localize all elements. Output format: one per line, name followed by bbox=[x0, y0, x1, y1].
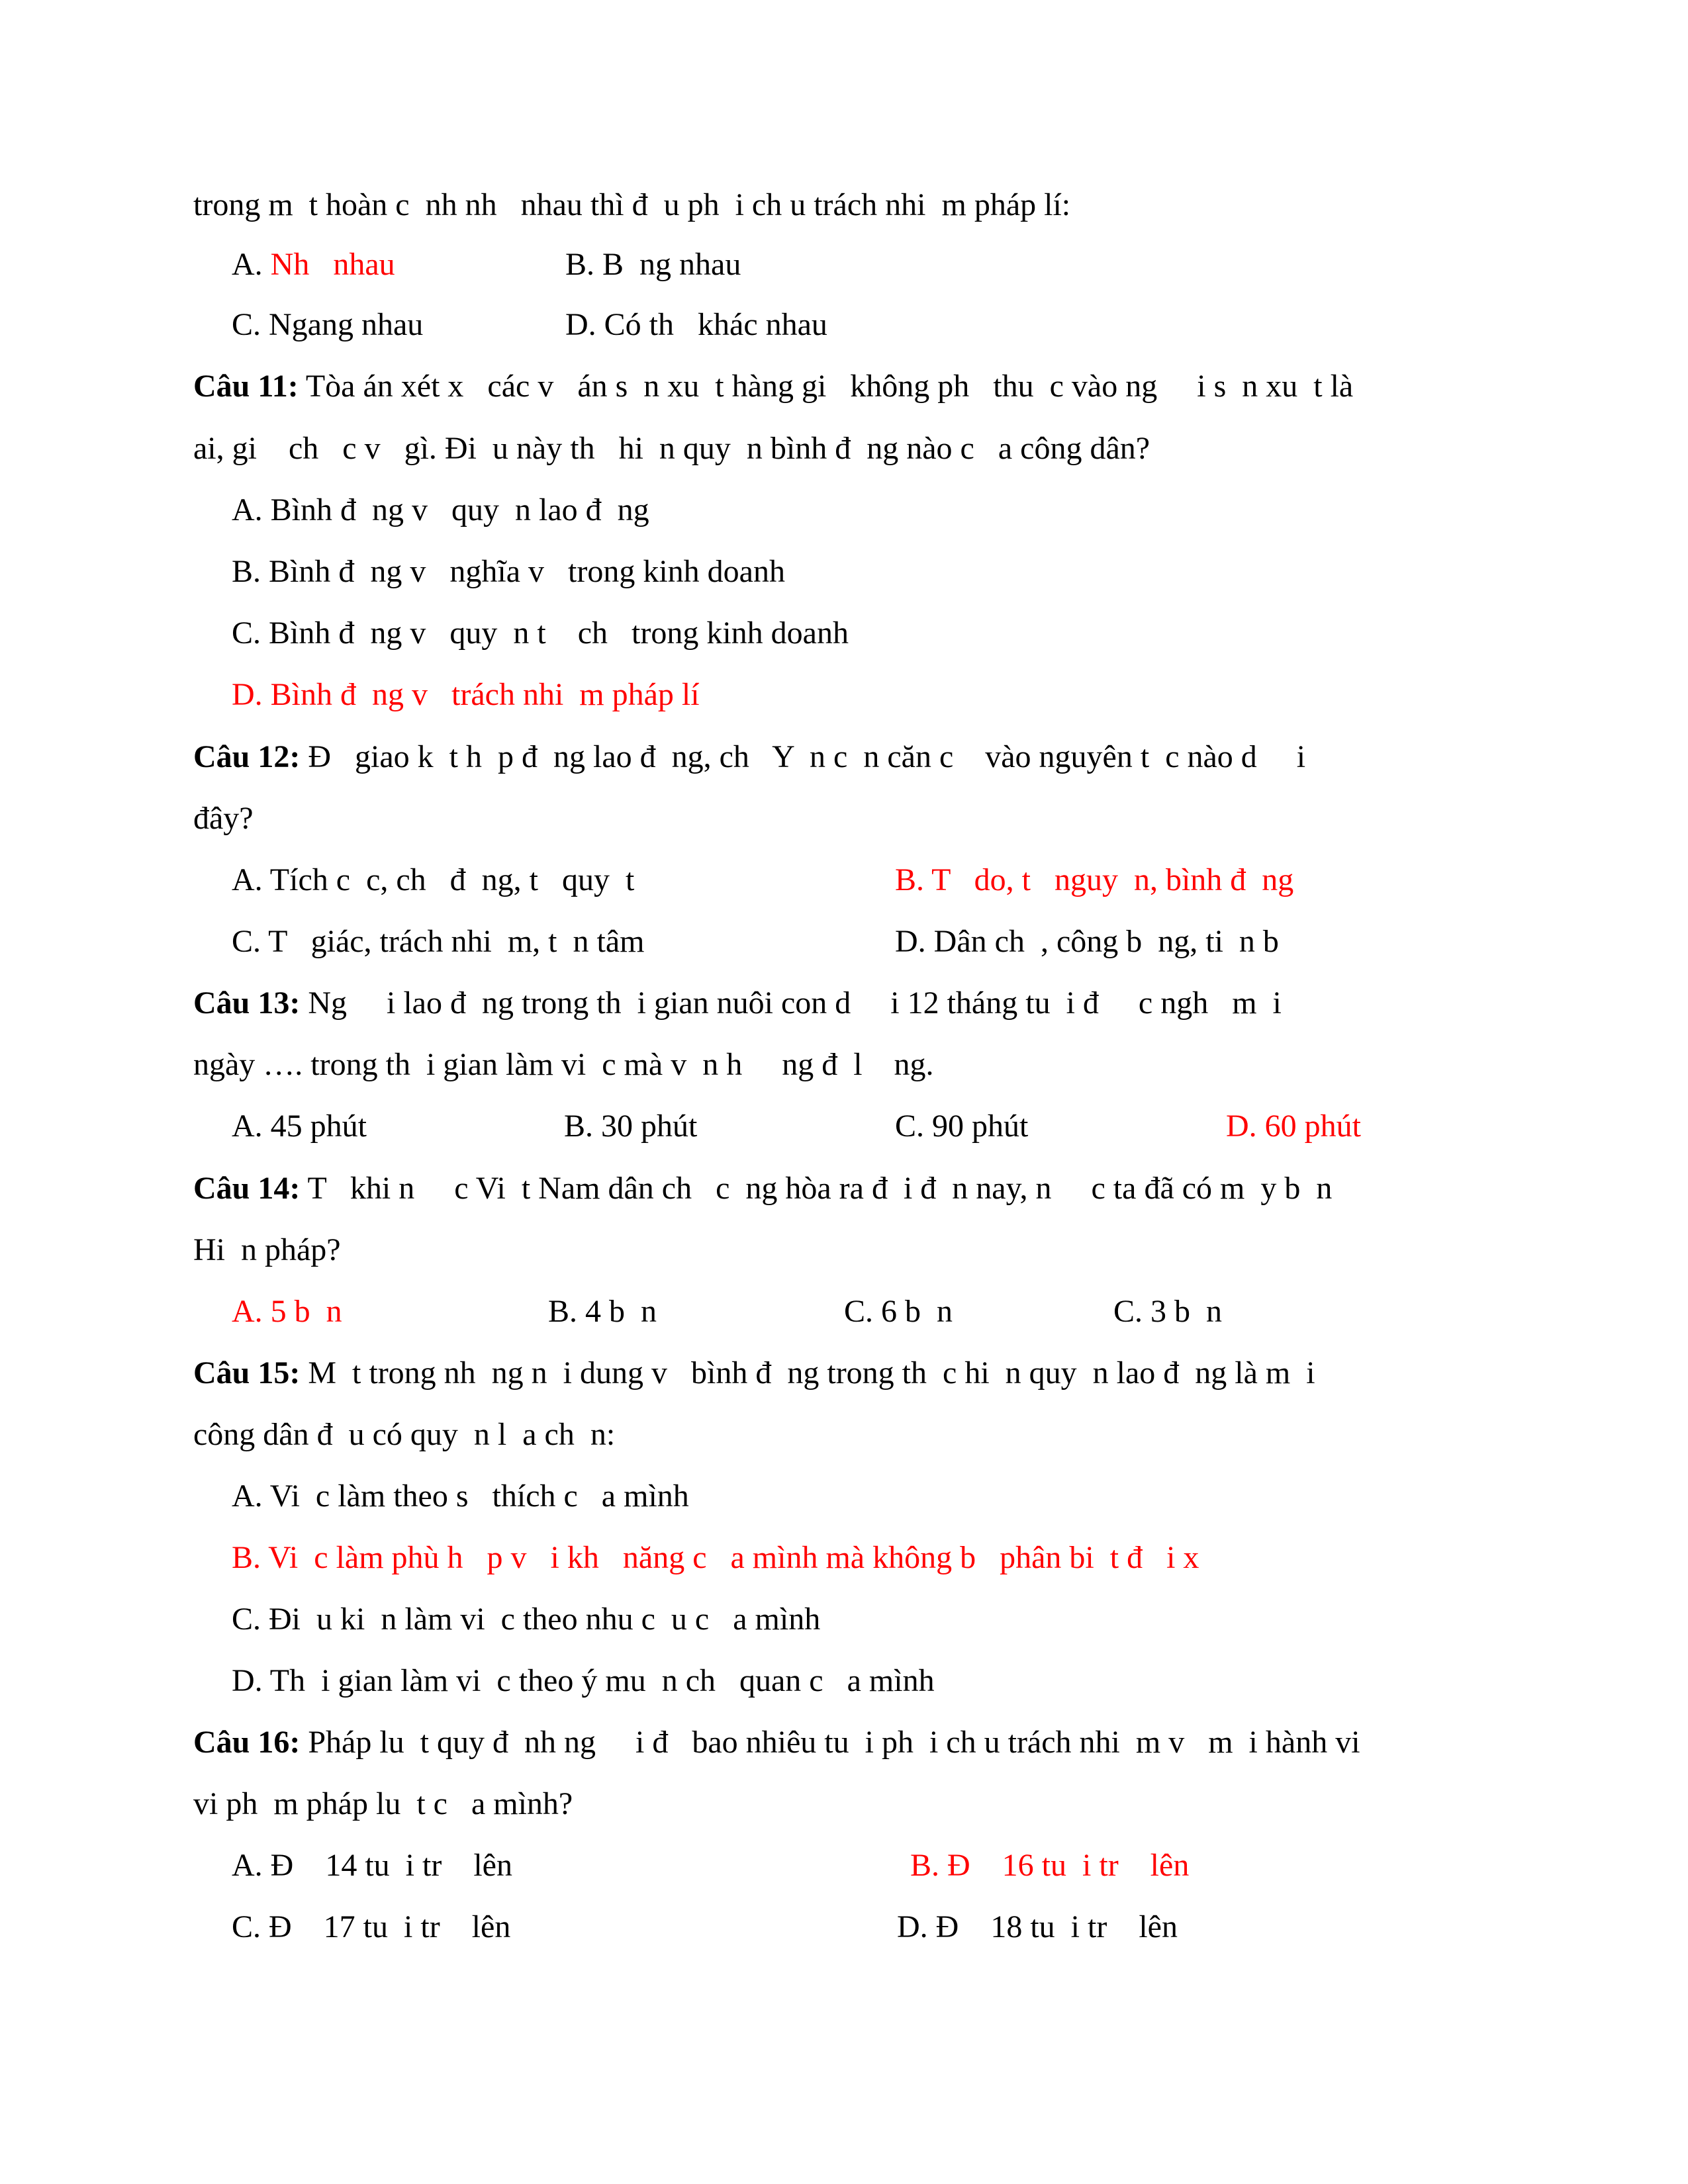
q11-option-b: B. Bình đ ng v nghĩa v trong kinh doanh bbox=[232, 554, 785, 589]
question-15-line-2: công dân đ u có quy n l a ch n: bbox=[193, 1417, 616, 1452]
q13-option-d-answer: D. 60 phút bbox=[1226, 1109, 1361, 1144]
q16-option-b-answer: B. Đ 16 tu i tr lên bbox=[910, 1848, 1190, 1883]
question-16-line-2: vi ph m pháp lu t c a mình? bbox=[193, 1786, 573, 1821]
q10-option-c: C. Ngang nhau bbox=[232, 307, 424, 342]
q14-option-a-answer: A. 5 b n bbox=[232, 1294, 342, 1329]
question-11: Câu 11: Tòa án xét x các v án s n xu t hàng gi không ph thu c vào ng i s n xu t là bbox=[193, 369, 1354, 404]
question-14: Câu 14: T khi n c Vi t Nam dân ch c ng hòa ra đ i đ n nay, n c ta đã có m y b n bbox=[193, 1171, 1333, 1206]
q10-option-d: D. Có th khác nhau bbox=[565, 307, 827, 342]
q14-option-b: B. 4 b n bbox=[548, 1294, 657, 1329]
q16-options-row-2 bbox=[0, 1909, 1688, 1946]
q10-options-row-2 bbox=[0, 306, 1688, 343]
question-15: Câu 15: M t trong nh ng n i dung v bình đ ng trong th c hi n quy n lao đ ng là m i bbox=[193, 1355, 1315, 1390]
q16-option-a: A. Đ 14 tu i tr lên bbox=[232, 1848, 512, 1883]
q12-option-d: D. Dân ch , công b ng, ti n b bbox=[895, 924, 1279, 959]
question-16: Câu 16: Pháp lu t quy đ nh ng i đ bao nhiêu tu i ph i ch u trách nhi m v m i hành vi bbox=[193, 1725, 1360, 1760]
q14-options-row bbox=[0, 1293, 1688, 1330]
q10-option-a: A. Nh nhau bbox=[232, 247, 395, 282]
question-12-line-2: đây? bbox=[193, 801, 254, 836]
q12-options-row-1 bbox=[0, 862, 1688, 899]
question-13-label: Câu 13: bbox=[193, 985, 301, 1021]
q15-option-c: C. Đi u ki n làm vi c theo nhu c u c a mình bbox=[232, 1602, 821, 1637]
q12-option-c: C. T giác, trách nhi m, t n tâm bbox=[232, 924, 645, 959]
q15-option-d: D. Th i gian làm vi c theo ý mu n ch quan c a mình bbox=[232, 1663, 935, 1698]
q15-option-b-answer: B. Vi c làm phù h p v i kh năng c a mình mà không b phân bi t đ i x bbox=[232, 1540, 1199, 1575]
q13-options-row bbox=[0, 1108, 1688, 1145]
question-11-label: Câu 11: bbox=[193, 369, 299, 404]
q13-option-a: A. 45 phút bbox=[232, 1109, 367, 1144]
question-15-label: Câu 15: bbox=[193, 1355, 301, 1390]
q12-options-row-2 bbox=[0, 923, 1688, 960]
q16-options-row-1 bbox=[0, 1847, 1688, 1884]
q13-option-c: C. 90 phút bbox=[895, 1109, 1029, 1144]
q12-option-b-answer: B. T do, t nguy n, bình đ ng bbox=[895, 862, 1294, 897]
q11-option-a: A. Bình đ ng v quy n lao đ ng bbox=[232, 492, 649, 527]
question-10-continuation: trong m t hoàn c nh nh nhau thì đ u ph i ch u trách nhi m pháp lí: bbox=[193, 187, 1071, 222]
q12-option-a: A. Tích c c, ch đ ng, t quy t bbox=[232, 862, 635, 897]
q15-option-a: A. Vi c làm theo s thích c a mình bbox=[232, 1479, 689, 1514]
question-12: Câu 12: Đ giao k t h p đ ng lao đ ng, ch Y n c n căn c vào nguyên t c nào d i bbox=[193, 739, 1306, 774]
q11-option-c: C. Bình đ ng v quy n t ch trong kinh doanh bbox=[232, 615, 849, 651]
question-13-line-2: ngày …. trong th i gian làm vi c mà v n h ng đ l ng. bbox=[193, 1047, 934, 1082]
question-14-label: Câu 14: bbox=[193, 1171, 301, 1206]
q13-option-b: B. 30 phút bbox=[564, 1109, 698, 1144]
question-12-label: Câu 12: bbox=[193, 739, 301, 774]
q10-options-row-1 bbox=[0, 246, 1688, 283]
question-16-label: Câu 16: bbox=[193, 1725, 301, 1760]
question-14-line-2: Hi n pháp? bbox=[193, 1232, 341, 1267]
q14-option-c: C. 6 b n bbox=[844, 1294, 953, 1329]
q16-option-c: C. Đ 17 tu i tr lên bbox=[232, 1909, 511, 1944]
q11-option-d-answer: D. Bình đ ng v trách nhi m pháp lí bbox=[232, 677, 700, 712]
q10-option-a-answer: Nh nhau bbox=[270, 247, 395, 282]
q10-option-b: B. B ng nhau bbox=[565, 247, 741, 282]
question-11-line-2: ai, gi ch c v gì. Đi u này th hi n quy n bình đ ng nào c a công dân? bbox=[193, 431, 1150, 466]
q14-option-d: C. 3 b n bbox=[1113, 1294, 1223, 1329]
question-13: Câu 13: Ng i lao đ ng trong th i gian nuôi con d i 12 tháng tu i đ c ngh m i bbox=[193, 985, 1282, 1021]
q16-option-d: D. Đ 18 tu i tr lên bbox=[897, 1909, 1178, 1944]
